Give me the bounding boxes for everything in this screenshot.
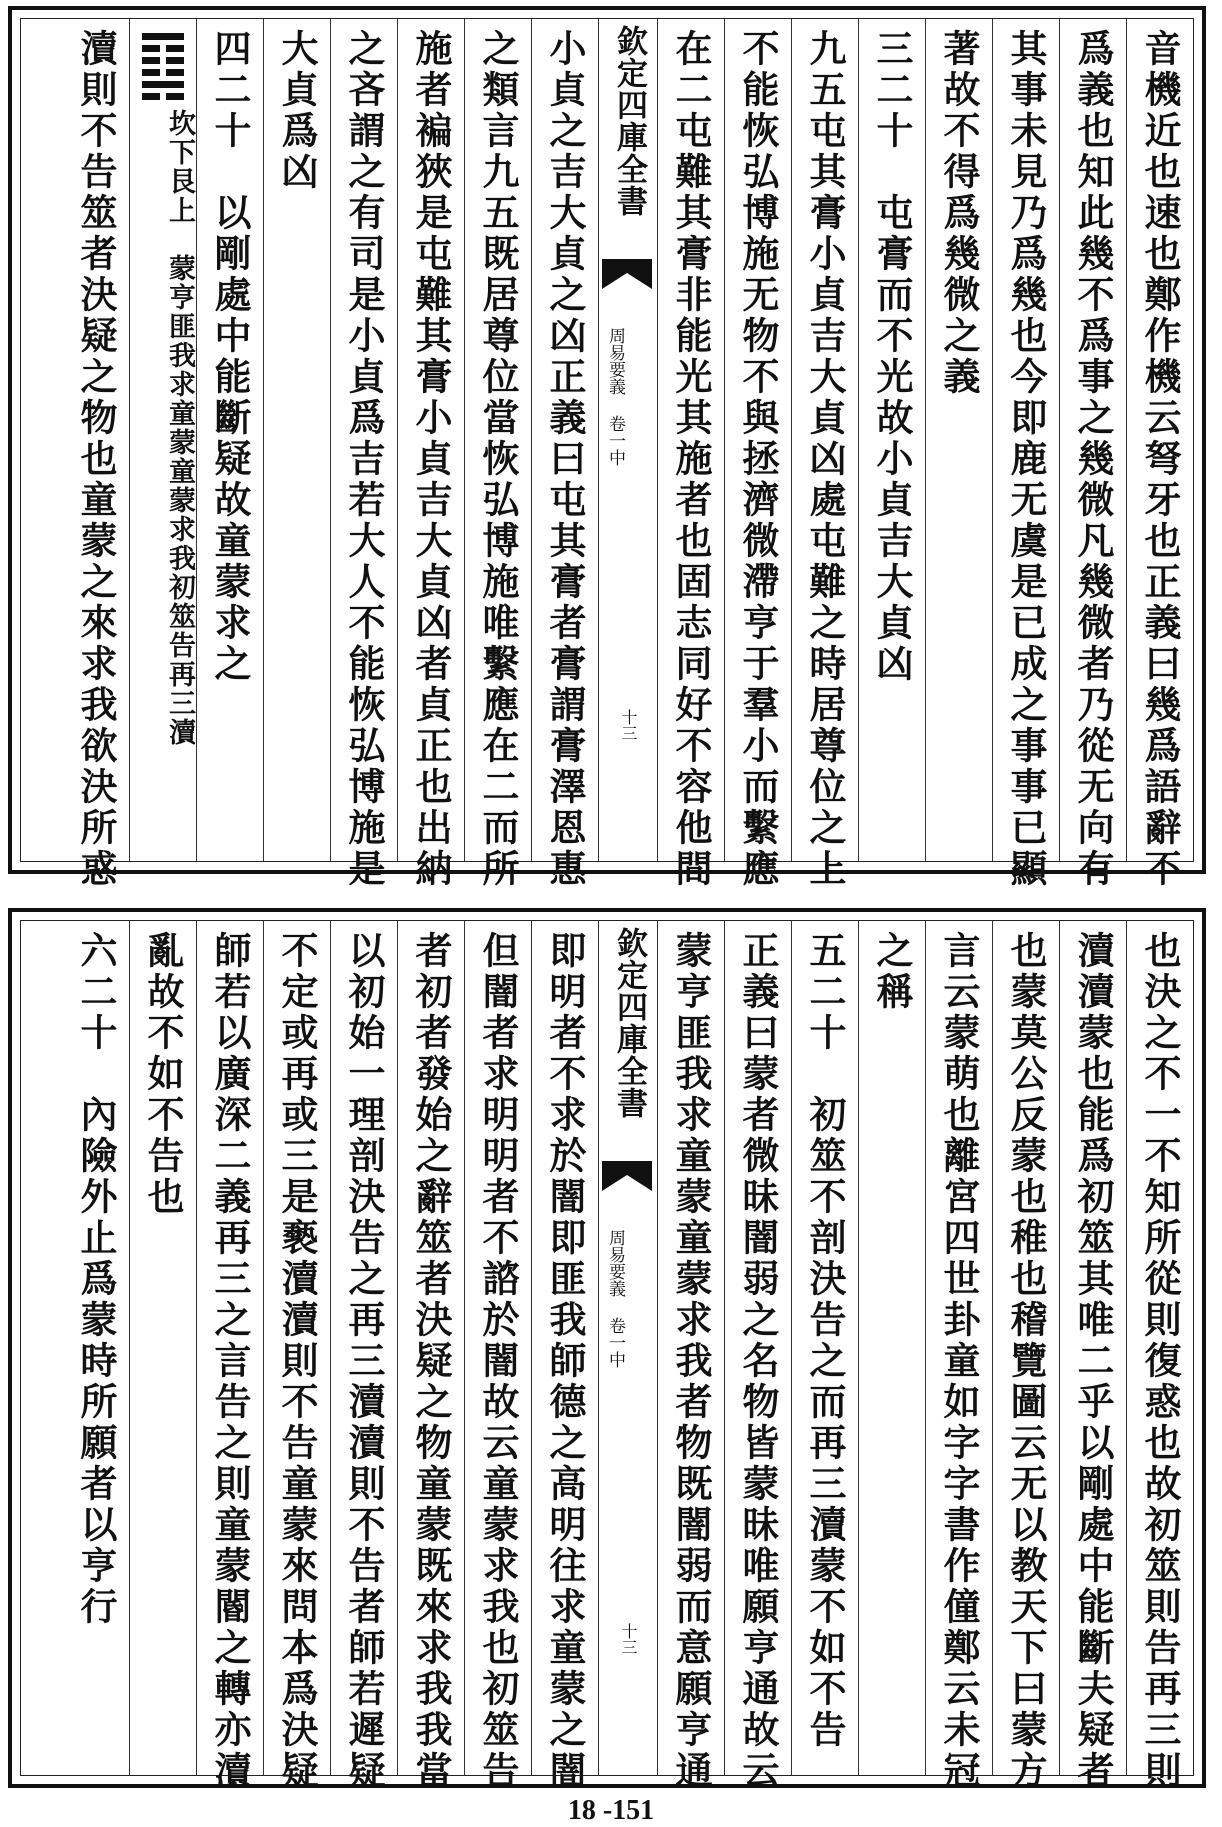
- text-column: [330, 19, 397, 890]
- hexagram-meng-icon: [142, 33, 184, 105]
- column-text: 之稱: [870, 931, 914, 1013]
- column-text: 師若以廣深二義再三之言告之則童蒙閽之轉亦瀆: [208, 931, 252, 1792]
- text-column: [62, 19, 129, 890]
- text-column: [196, 19, 263, 861]
- leaf-number: 十三: [619, 1623, 638, 1655]
- text-column: [397, 921, 464, 1792]
- column-text: 瀆瀆蒙也能爲初筮其唯二乎以剛處中能斷夫疑者: [1071, 931, 1115, 1792]
- column-text: 四二十 以剛處中能斷疑故童蒙求之: [208, 29, 252, 685]
- text-column: [397, 19, 464, 890]
- column-text: 施者褊狹是屯難其膏小貞吉大貞凶者貞正也出納: [409, 29, 453, 890]
- text-column: [531, 921, 598, 1792]
- column-text: 以初始一理剖決告之再三瀆瀆則不告者師若遲疑: [342, 931, 386, 1792]
- text-column: [791, 921, 858, 1775]
- text-column: [657, 19, 724, 890]
- volume-label: 周易要義 卷一中: [605, 1229, 625, 1368]
- column-text: 不能恢弘博施无物不與拯濟微滯亨于羣小而繫應: [736, 29, 780, 890]
- text-column: [263, 921, 330, 1792]
- text-column: [992, 921, 1059, 1792]
- column-text: 之類言九五既居尊位當恢弘博施唯繫應在二而所: [476, 29, 520, 890]
- column-text: 即明者不求於闇即匪我師德之高明往求童蒙之闇: [543, 931, 587, 1792]
- volume-label: 周易要義 卷一中: [605, 327, 625, 466]
- text-column: [129, 921, 196, 1775]
- text-column: [62, 921, 129, 1775]
- column-text: 也蒙莫公反蒙也稚也稽覽圖云无以教天下曰蒙方: [1004, 931, 1048, 1792]
- text-column: [1059, 921, 1126, 1792]
- column-text: 五二十 初筮不剖決告之而再三瀆蒙不如不告: [803, 931, 847, 1751]
- text-column: [724, 19, 791, 890]
- text-column: [263, 19, 330, 861]
- center-fishtail: [598, 19, 657, 861]
- fishtail-icon: [602, 259, 652, 289]
- folio-number: 18 -151: [567, 1795, 655, 1826]
- bottom-page-columns: [20, 920, 1194, 1792]
- text-column: [858, 921, 925, 1775]
- column-text: 坎下艮上 蒙亨匪我求童蒙童蒙求我初筮告再三瀆: [164, 109, 195, 747]
- column-text: 爲義也知此幾不爲事之幾微凡幾微者乃從无向有: [1071, 29, 1115, 890]
- text-column: [464, 19, 531, 890]
- column-text: 六二十 內險外止爲蒙時所願者以亨行: [74, 931, 118, 1628]
- column-text: 九五屯其膏小貞吉大貞凶處屯難之時居尊位之上: [803, 29, 847, 890]
- text-column: [791, 19, 858, 890]
- text-column: [657, 921, 724, 1792]
- text-column: [925, 921, 992, 1792]
- top-page: [8, 6, 1206, 890]
- text-column: [858, 19, 925, 861]
- hexagram-column: [129, 19, 196, 861]
- column-text: 蒙亨匪我求童蒙童蒙求我者物既闇弱而意願亨通: [669, 931, 713, 1792]
- top-page-columns: [20, 18, 1194, 890]
- column-text: 三二十 屯膏而不光故小貞吉大貞凶: [870, 29, 914, 685]
- text-column: [1126, 19, 1193, 890]
- column-text: 者初者發始之辭筮者決疑之物童蒙既來求我我當: [409, 931, 453, 1792]
- column-text: 但闇者求明明者不諮於闇故云童蒙求我也初筮告: [476, 931, 520, 1792]
- column-text: 之吝謂之有司是小貞爲吉若大人不能恢弘博施是: [342, 29, 386, 890]
- column-text: 也決之不一不知所從則復惑也故初筮則告再三則: [1138, 931, 1182, 1792]
- column-text: 小貞之吉大貞之凶正義曰屯其膏者膏謂膏澤恩惠: [543, 29, 587, 890]
- text-column: [196, 921, 263, 1792]
- column-text: 不定或再或三是褻瀆瀆則不告童蒙來問本爲決疑: [275, 931, 319, 1792]
- text-column: [724, 921, 791, 1792]
- center-fishtail: [598, 921, 657, 1775]
- column-text: 言云蒙萌也離宮四世卦童如字字書作僮鄭云未冠: [937, 931, 981, 1792]
- text-column: [464, 921, 531, 1792]
- text-column: [531, 19, 598, 890]
- text-column: [925, 19, 992, 861]
- column-text: 瀆則不告筮者決疑之物也童蒙之來求我欲決所惑: [74, 29, 118, 890]
- column-text: 亂故不如不告也: [141, 931, 185, 1218]
- text-column: [992, 19, 1059, 890]
- column-text: 音機近也速也鄭作機云弩牙也正義曰幾爲語辭不: [1138, 29, 1182, 890]
- text-column: [1059, 19, 1126, 890]
- fishtail-icon: [602, 1161, 652, 1191]
- text-column: [1126, 921, 1193, 1792]
- book-title: 欽定四庫全書: [611, 927, 647, 1119]
- column-text: 著故不得爲幾微之義: [937, 29, 981, 398]
- bottom-page: [8, 908, 1206, 1792]
- column-text: 其事未見乃爲幾也今即鹿无虞是已成之事事已顯: [1004, 29, 1048, 890]
- column-text: 大貞爲凶: [275, 29, 319, 193]
- book-title: 欽定四庫全書: [611, 25, 647, 217]
- column-text: 正義曰蒙者微昧闇弱之名物皆蒙昧唯願亨通故云: [736, 931, 780, 1792]
- column-text: 在二屯難其膏非能光其施者也固志同好不容他間: [669, 29, 713, 890]
- leaf-number: 十三: [619, 709, 638, 741]
- text-column: [330, 921, 397, 1792]
